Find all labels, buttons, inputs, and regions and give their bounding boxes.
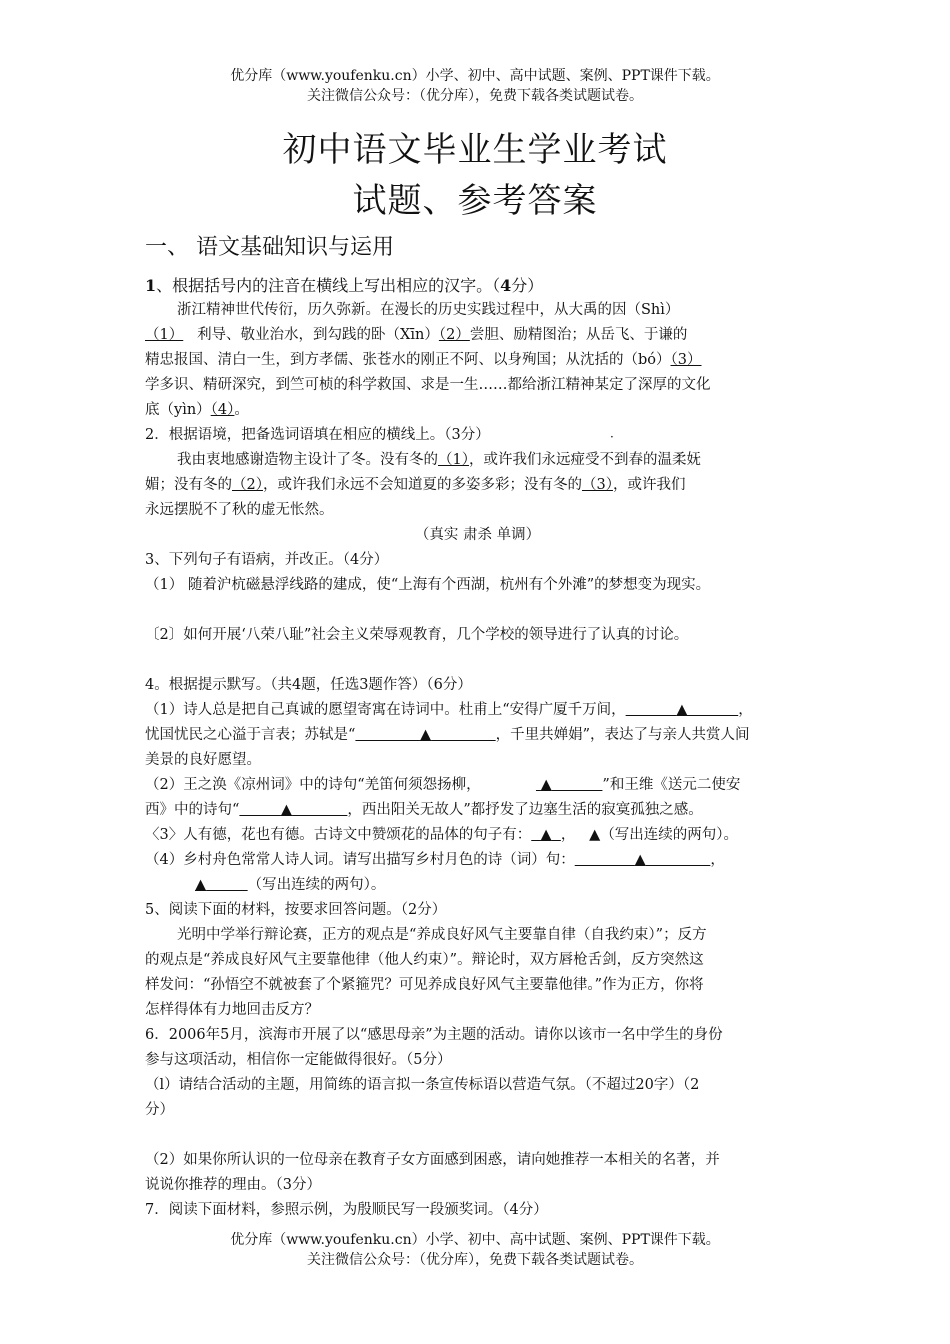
q1-blank-3[interactable]: （3） xyxy=(670,352,702,368)
q4-part-4-line-1: （4）乡村舟色常常人诗人词。请写出描写乡村月色的诗（词）句： ▲ ， xyxy=(145,852,725,868)
q4-part-1-line-2: 忧国忧民之心溢于言表；苏轼是“ ▲ ，千里共婵娟”，表达了与亲人共赏人间 xyxy=(145,727,750,743)
section-heading: 一、 语文基础知识与运用 xyxy=(145,235,394,260)
q6-line-1: 6．2006年5月，滨海市开展了以“感思母亲”为主题的活动。请你以该市一名中学生的身份 xyxy=(145,1027,723,1043)
q6-line-2: 参与这项活动，相信你一定能做得很好。（5分） xyxy=(145,1052,452,1068)
q5-line-1: 光明中学举行辩论赛，正方的观点是“养成良好风气主要靠自律（自我约束）”；反方 xyxy=(177,927,707,943)
title-line-1: 初中语文毕业生学业考试 xyxy=(282,130,668,170)
q6-part-1-line-1: （l）请结合活动的主题，用简练的语言拟一条宣传标语以营造气氛。（不超过20字）（2 xyxy=(145,1077,700,1093)
header-line-1: 优分库（www.youfenku.cn）小学、初中、高中试题、案例、PPT课件下载。 xyxy=(230,68,720,84)
q7-stem: 7．阅读下面材料，参照示例，为殷顺民写一段颁奖词。（4分） xyxy=(145,1202,548,1218)
q1-stem: 1、根据括号内的注音在横线上写出相应的汉字。（4分） xyxy=(145,276,544,295)
q4-blank[interactable]: ▲ xyxy=(419,727,432,743)
q4-blank[interactable]: ▲ xyxy=(540,777,552,793)
q5-stem: 5、阅读下面的材料，按要求回答问题。（2分） xyxy=(145,902,447,918)
q4-part-3: 〈3〉人有德，花也有德。古诗文中赞颂花的品体的句子有： ▲ ， ▲（写出连续的两句）。 xyxy=(145,827,739,843)
q4-stem: 4。根据提示默写。（共4题，任选3题作答）（6分） xyxy=(145,677,472,693)
q4-part-2-line-2: 西》中的诗句“ ▲ ，西出阳关无故人”都抒发了边塞生活的寂寞孤独之感。 xyxy=(145,802,703,818)
q2-blank-3[interactable]: （3） xyxy=(581,477,613,493)
q1-line-4: 学多识、精研深究，到竺可桢的科学救国、求是一生……都给浙江精神某定了深厚的文化 xyxy=(145,377,711,393)
q1-line-5: 底（yìn）（4）。 xyxy=(145,402,249,418)
q4-blank[interactable]: ▲ xyxy=(634,852,646,868)
q4-blank[interactable]: ▲ xyxy=(540,827,552,843)
q1-line-1: 浙江精神世代传衍，历久弥新。在漫长的历史实践过程中，从大禹的因（Shì） xyxy=(177,302,680,318)
q1-line-2: （1） 利导、敬业治水，到勾践的卧（Xīn）（2）尝胆、励精图治；从岳飞、于谦的 xyxy=(145,327,688,343)
q1-line-3: 精忠报国、清白一生，到方孝儒、张苍水的刚正不阿、以身殉国；从沈括的（bó）（3） xyxy=(145,352,702,368)
q2-line-2: 媚；没有冬的（2），或许我们永远不会知道夏的多姿多彩；没有冬的（3），或许我们 xyxy=(145,477,686,493)
q2-line-3: 永远摆脱不了秋的虚无怅然。 xyxy=(145,502,334,518)
q4-blank[interactable]: ▲ xyxy=(195,877,207,893)
q1-blank-1[interactable]: （1） xyxy=(145,327,184,343)
q5-line-4: 怎样得体有力地回击反方？ xyxy=(145,1002,319,1018)
q2-blank-1[interactable]: （1） xyxy=(438,452,469,468)
q2-blank-2[interactable]: （2） xyxy=(232,477,263,493)
q6-part-1-line-2: 分） xyxy=(145,1102,174,1118)
q5-line-2: 的观点是“养成良好风气主要靠他律（他人约束）”。辩论时，双方唇枪舌剑，反方突然这 xyxy=(145,952,704,968)
header-line-2: 关注微信公众号：（优分库），免费下载各类试题试卷。 xyxy=(307,88,643,104)
q2-line-1: 我由衷地感谢造物主设计了冬。没有冬的（1），或许我们永远痖受不到春的温柔妩 xyxy=(177,452,701,468)
stray-dot: · xyxy=(610,430,614,444)
q4-blank[interactable]: ▲ xyxy=(280,802,293,818)
q4-blank[interactable]: ▲ xyxy=(676,702,688,718)
footer-line-1: 优分库（www.youfenku.cn）小学、初中、高中试题、案例、PPT课件下载。 xyxy=(230,1232,720,1248)
q6-part-2-line-2: 说说你推荐的理由。（3分） xyxy=(145,1177,321,1193)
footer-line-2: 关注微信公众号：（优分库），免费下载各类试题试卷。 xyxy=(307,1252,643,1268)
q3-sentence-1: （1） 随着沪杭磁悬浮线路的建成，使“上海有个西湖，杭州有个外滩”的梦想变为现实。 xyxy=(145,577,711,593)
q6-part-2-line-1: （2）如果你所认识的一位母亲在教育子女方面感到困惑，请向她推荐一本相关的名著，并 xyxy=(145,1152,720,1168)
q4-part-1-line-3: 美景的良好愿望。 xyxy=(145,752,261,768)
q3-stem: 3、下列句子有语病，并改正。（4分） xyxy=(145,552,389,568)
q4-part-1-line-1: （1）诗人总是把自己真诚的愿望寄寓在诗词中。杜甫上“安得广厦千万间， ▲ ， xyxy=(145,702,753,718)
q1-blank-2[interactable]: （2） xyxy=(438,327,470,343)
q4-part-2-line-1: （2）王之涣《凉州词》中的诗句“羌笛何须怨扬柳， ▲ ”和王维《送元二使安 xyxy=(145,777,741,793)
q1-blank-4[interactable]: （4） xyxy=(210,402,235,418)
q5-line-3: 样发问：“孙悟空不就被套了个紧箍咒？可见养成良好风气主要靠他律。”作为正方，你将 xyxy=(145,977,704,993)
q2-options: （真实 肃杀 单调） xyxy=(414,527,541,543)
q2-stem: 2．根据语境，把备选词语填在相应的横线上。（3分） xyxy=(145,427,490,443)
q3-sentence-2: 〔2〕如何开展‘八荣八耻”社会主义荣辱观教育，几个学校的领导进行了认真的讨论。 xyxy=(145,627,689,643)
q4-part-4-line-2: ▲ （写出连续的两句）。 xyxy=(195,877,386,893)
title-line-2: 试题、参考答案 xyxy=(352,181,598,221)
